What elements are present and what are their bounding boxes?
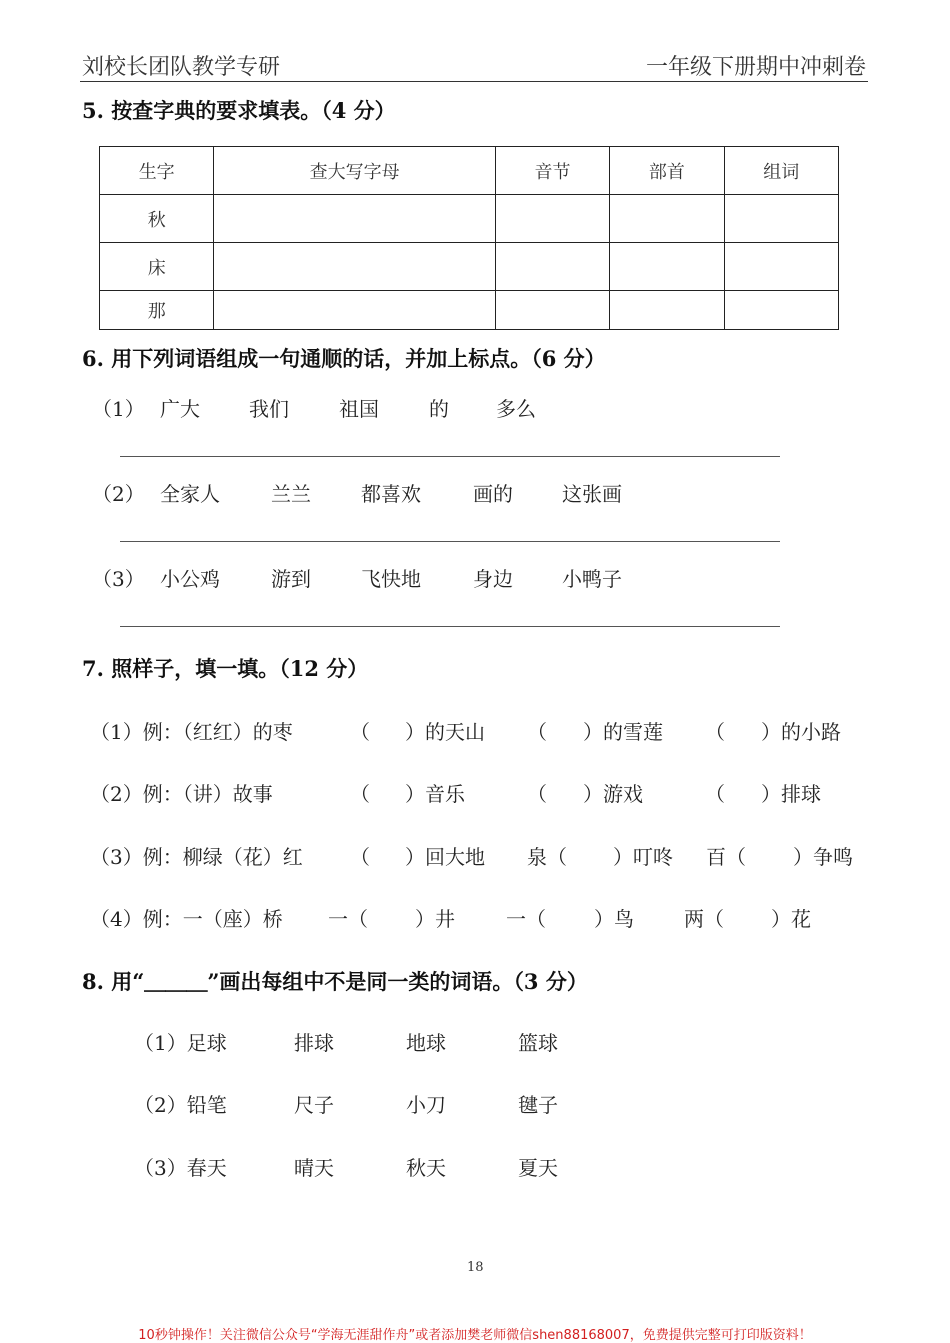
q6-item-3	[0, 563, 950, 591]
column-header: 组词	[724, 147, 838, 195]
page-number: 18	[467, 1260, 484, 1275]
answer-cell[interactable]	[724, 195, 838, 243]
word: 多么	[496, 397, 536, 421]
example: （4）例：一（座）桥	[90, 907, 283, 931]
blank-close: ）花	[771, 907, 811, 931]
word[interactable]: 秋天	[406, 1156, 446, 1180]
answer-cell[interactable]	[610, 195, 724, 243]
word[interactable]: 地球	[406, 1031, 446, 1055]
example: （3）例：柳绿（花）红	[90, 845, 303, 869]
example: （1）例：（红红）的枣	[90, 720, 293, 744]
q7-row-2	[0, 778, 950, 806]
q6-item-2	[0, 478, 950, 506]
word[interactable]: 小刀	[406, 1093, 446, 1117]
character-cell: 秋	[100, 195, 214, 243]
answer-cell[interactable]	[495, 243, 609, 291]
answer-line[interactable]	[120, 541, 780, 542]
q8-title: 8. 用“＿＿＿”画出每组中不是同一类的词语。（3 分）	[82, 969, 588, 994]
word: 小鸭子	[562, 567, 622, 591]
word[interactable]: 毽子	[518, 1093, 558, 1117]
q8-row-3	[0, 1152, 950, 1180]
blank-close: ）回大地	[405, 845, 485, 869]
word-group-first[interactable]: （1）足球	[134, 1031, 227, 1055]
blank-open[interactable]: （	[527, 782, 547, 806]
character-cell: 那	[100, 291, 214, 330]
blank-open[interactable]: 一（	[506, 907, 546, 931]
blank-open[interactable]: （	[350, 845, 370, 869]
answer-cell[interactable]	[495, 195, 609, 243]
word-group-first[interactable]: （2）铅笔	[134, 1093, 227, 1117]
word: 都喜欢	[361, 482, 421, 506]
q7-row-4	[0, 903, 950, 931]
blank-close: ）排球	[761, 782, 821, 806]
answer-line[interactable]	[120, 626, 780, 627]
q8-row-1	[0, 1027, 950, 1055]
word[interactable]: 尺子	[294, 1093, 334, 1117]
blank-close: ）的小路	[761, 720, 841, 744]
promo-footer: 10秒钟操作！关注微信公众号“学海无涯甜作舟”或者添加樊老师微信shen88168007，免费提供完整可打印版资料！	[138, 1328, 812, 1343]
word[interactable]: 篮球	[518, 1031, 558, 1055]
table-header-row	[100, 147, 839, 195]
word: 画的	[473, 482, 513, 506]
column-header: 部首	[610, 147, 724, 195]
answer-cell[interactable]	[214, 243, 495, 291]
word: 广大	[160, 397, 200, 421]
word[interactable]: 晴天	[294, 1156, 334, 1180]
answer-cell[interactable]	[610, 243, 724, 291]
q7-row-3	[0, 841, 950, 869]
word: 兰兰	[271, 482, 311, 506]
answer-cell[interactable]	[495, 291, 609, 330]
blank-open[interactable]: 泉（	[527, 845, 567, 869]
blank-open[interactable]: 两（	[684, 907, 724, 931]
word: 全家人	[160, 482, 220, 506]
blank-open[interactable]: （	[350, 720, 370, 744]
blank-close: ）音乐	[405, 782, 465, 806]
blank-open[interactable]: 百（	[706, 845, 746, 869]
item-number: （1）	[92, 397, 145, 421]
answer-line[interactable]	[120, 456, 780, 457]
word: 游到	[271, 567, 311, 591]
blank-open[interactable]: （	[527, 720, 547, 744]
q8-row-2	[0, 1089, 950, 1117]
blank-open[interactable]: 一（	[328, 907, 368, 931]
header-rule	[80, 81, 868, 82]
header-left: 刘校长团队教学专研	[82, 55, 281, 80]
column-header: 生字	[100, 147, 214, 195]
answer-cell[interactable]	[610, 291, 724, 330]
dictionary-table	[99, 146, 839, 330]
word[interactable]: 夏天	[518, 1156, 558, 1180]
blank-open[interactable]: （	[705, 782, 725, 806]
blank-close: ）井	[415, 907, 455, 931]
column-header: 音节	[495, 147, 609, 195]
column-header: 查大写字母	[214, 147, 495, 195]
q6-title: 6. 用下列词语组成一句通顺的话，并加上标点。（6 分）	[82, 346, 606, 371]
answer-cell[interactable]	[724, 243, 838, 291]
blank-close: ）的雪莲	[583, 720, 663, 744]
word: 飞快地	[361, 567, 421, 591]
blank-close: ）鸟	[594, 907, 634, 931]
word: 小公鸡	[160, 567, 220, 591]
q5-title: 5. 按查字典的要求填表。（4 分）	[82, 98, 396, 123]
table-row	[100, 195, 839, 243]
q7-row-1	[0, 716, 950, 744]
word: 身边	[473, 567, 513, 591]
blank-close: ）的天山	[405, 720, 485, 744]
example: （2）例：（讲）故事	[90, 782, 273, 806]
blank-open[interactable]: （	[705, 720, 725, 744]
item-number: （3）	[92, 567, 145, 591]
answer-cell[interactable]	[724, 291, 838, 330]
word: 这张画	[562, 482, 622, 506]
table-row	[100, 243, 839, 291]
answer-cell[interactable]	[214, 195, 495, 243]
blank-close: ）叮咚	[613, 845, 673, 869]
table-row	[100, 291, 839, 330]
character-cell: 床	[100, 243, 214, 291]
blank-open[interactable]: （	[350, 782, 370, 806]
q6-item-1	[0, 393, 950, 421]
word-group-first[interactable]: （3）春天	[134, 1156, 227, 1180]
word: 祖国	[339, 397, 379, 421]
header-right: 一年级下册期中冲刺卷	[645, 55, 866, 80]
item-number: （2）	[92, 482, 145, 506]
word: 我们	[249, 397, 289, 421]
blank-close: ）争鸣	[793, 845, 853, 869]
answer-cell[interactable]	[214, 291, 495, 330]
word: 的	[429, 397, 449, 421]
q7-title: 7. 照样子，填一填。（12 分）	[82, 656, 369, 681]
word[interactable]: 排球	[294, 1031, 334, 1055]
blank-close: ）游戏	[583, 782, 643, 806]
